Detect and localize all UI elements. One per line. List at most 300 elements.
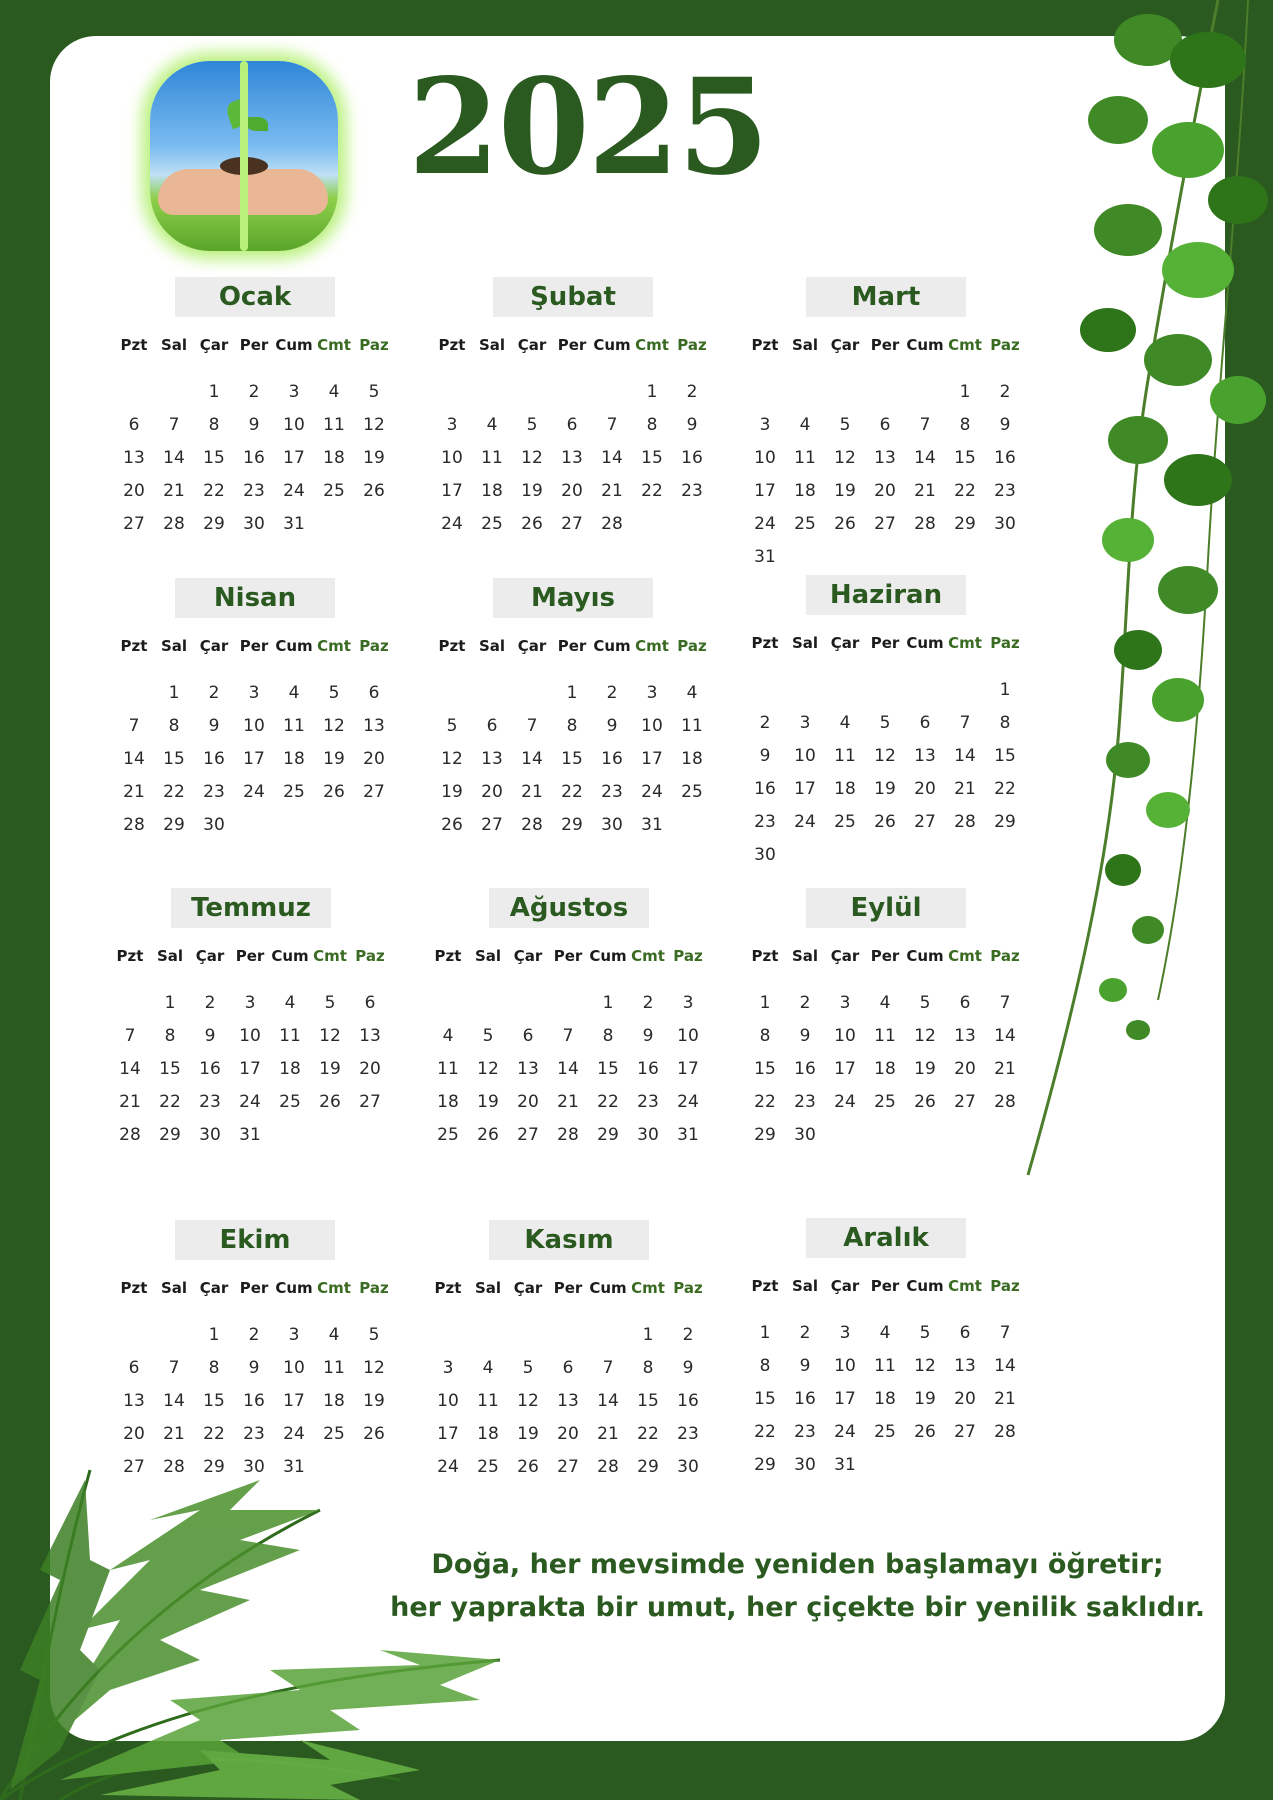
leaf-shape (246, 117, 268, 131)
day-cell: 21 (954, 779, 976, 799)
day-cell: 22 (637, 1424, 659, 1444)
day-grid (745, 677, 1027, 869)
day-cell: 11 (794, 448, 816, 468)
day-cell: 24 (794, 812, 816, 832)
day-cell: 20 (363, 749, 385, 769)
day-cell: 11 (874, 1026, 896, 1046)
day-cell: 8 (642, 1358, 654, 1378)
weekday-label: Paz (359, 336, 389, 354)
day-cell: 5 (522, 1358, 534, 1378)
day-spacer (512, 379, 552, 406)
day-cell: 26 (914, 1422, 936, 1442)
weekday-row (432, 331, 714, 359)
day-cell: 11 (323, 1358, 345, 1378)
day-cell: 16 (243, 1391, 265, 1411)
weekday-label: Per (870, 336, 900, 354)
weekday-label: Pzt (751, 336, 779, 354)
weekday-label: Cum (906, 336, 944, 354)
day-cell: 16 (677, 1391, 699, 1411)
weekday-row (110, 942, 392, 970)
day-cell: 4 (686, 683, 698, 703)
weekday-label: Per (557, 637, 587, 655)
day-cell: 1 (566, 683, 578, 703)
day-cell: 8 (208, 415, 220, 435)
day-cell: 12 (521, 448, 543, 468)
weekday-label: Sal (474, 947, 502, 965)
day-cell: 19 (914, 1389, 936, 1409)
weekday-label: Çar (517, 637, 547, 655)
day-cell: 23 (637, 1092, 659, 1112)
day-cell: 23 (681, 481, 703, 501)
weekday-label: Paz (990, 634, 1020, 652)
day-cell: 9 (642, 1026, 654, 1046)
day-cell: 26 (521, 514, 543, 534)
day-cell: 5 (368, 382, 380, 402)
day-spacer (508, 1322, 548, 1349)
month-block (110, 578, 400, 839)
day-cell: 13 (123, 448, 145, 468)
day-cell: 16 (243, 448, 265, 468)
day-cell: 20 (359, 1059, 381, 1079)
day-cell: 26 (319, 1092, 341, 1112)
day-cell: 10 (754, 448, 776, 468)
day-cell: 9 (999, 415, 1011, 435)
day-cell: 21 (601, 481, 623, 501)
day-cell: 13 (914, 746, 936, 766)
day-cell: 28 (163, 514, 185, 534)
day-cell: 13 (557, 1391, 579, 1411)
day-cell: 27 (363, 782, 385, 802)
day-cell: 5 (368, 1325, 380, 1345)
day-cell: 29 (637, 1457, 659, 1477)
day-cell: 14 (119, 1059, 141, 1079)
day-spacer (110, 990, 150, 1017)
day-cell: 29 (561, 815, 583, 835)
weekday-label: Çar (199, 1279, 229, 1297)
day-cell: 13 (561, 448, 583, 468)
weekday-label: Cmt (948, 634, 982, 652)
day-cell: 31 (754, 547, 776, 567)
day-cell: 28 (163, 1457, 185, 1477)
weekday-label: Pzt (120, 336, 148, 354)
weekday-label: Per (870, 947, 900, 965)
day-cell: 3 (446, 415, 458, 435)
day-cell: 22 (754, 1092, 776, 1112)
day-cell: 9 (799, 1356, 811, 1376)
day-cell: 3 (839, 1323, 851, 1343)
day-cell: 2 (208, 683, 220, 703)
day-cell: 29 (203, 514, 225, 534)
weekday-label: Sal (160, 1279, 188, 1297)
day-cell: 30 (243, 514, 265, 534)
day-cell: 2 (799, 1323, 811, 1343)
day-cell: 17 (283, 448, 305, 468)
month-block (424, 1220, 714, 1481)
day-cell: 23 (243, 481, 265, 501)
day-cell: 15 (159, 1059, 181, 1079)
weekday-label: Paz (990, 336, 1020, 354)
day-cell: 9 (799, 1026, 811, 1046)
weekday-label: Cmt (317, 336, 351, 354)
day-cell: 11 (437, 1059, 459, 1079)
weekday-label: Sal (156, 947, 184, 965)
day-cell: 27 (123, 1457, 145, 1477)
day-cell: 23 (994, 481, 1016, 501)
day-cell: 6 (368, 683, 380, 703)
day-spacer (548, 990, 588, 1017)
day-cell: 26 (477, 1125, 499, 1145)
day-cell: 28 (123, 815, 145, 835)
day-spacer (512, 680, 552, 707)
weekday-label: Pzt (751, 634, 779, 652)
weekday-label: Paz (673, 947, 703, 965)
day-cell: 8 (566, 716, 578, 736)
weekday-label: Cmt (948, 1277, 982, 1295)
day-cell: 7 (999, 1323, 1011, 1343)
day-cell: 20 (954, 1389, 976, 1409)
day-spacer (154, 379, 194, 406)
day-cell: 19 (441, 782, 463, 802)
weekday-label: Cum (589, 947, 627, 965)
weekday-label: Per (239, 637, 269, 655)
day-cell: 26 (834, 514, 856, 534)
day-cell: 13 (359, 1026, 381, 1046)
day-cell: 28 (119, 1125, 141, 1145)
day-cell: 19 (363, 448, 385, 468)
weekday-label: Cum (275, 1279, 313, 1297)
day-cell: 14 (521, 749, 543, 769)
day-cell: 24 (754, 514, 776, 534)
day-cell: 23 (601, 782, 623, 802)
day-cell: 23 (243, 1424, 265, 1444)
weekday-label: Cmt (317, 1279, 351, 1297)
day-cell: 31 (677, 1125, 699, 1145)
month-name: Nisan (175, 578, 335, 618)
day-cell: 23 (199, 1092, 221, 1112)
day-cell: 24 (441, 514, 463, 534)
day-cell: 24 (677, 1092, 699, 1112)
day-cell: 24 (283, 1424, 305, 1444)
weekday-label: Per (870, 634, 900, 652)
weekday-label: Pzt (434, 1279, 462, 1297)
weekday-label: Sal (478, 637, 506, 655)
day-cell: 7 (959, 713, 971, 733)
day-spacer (468, 990, 508, 1017)
day-cell: 9 (686, 415, 698, 435)
month-name: Mart (806, 277, 966, 317)
weekday-label: Çar (830, 1277, 860, 1295)
day-cell: 22 (641, 481, 663, 501)
day-cell: 6 (364, 993, 376, 1013)
day-cell: 29 (203, 1457, 225, 1477)
day-cell: 25 (283, 782, 305, 802)
day-cell: 16 (637, 1059, 659, 1079)
weekday-label: Per (557, 336, 587, 354)
day-cell: 10 (239, 1026, 261, 1046)
day-cell: 3 (248, 683, 260, 703)
day-cell: 3 (288, 382, 300, 402)
day-cell: 18 (874, 1389, 896, 1409)
day-cell: 15 (641, 448, 663, 468)
day-cell: 27 (954, 1422, 976, 1442)
weekday-label: Cmt (948, 947, 982, 965)
day-spacer (472, 379, 512, 406)
weekday-row (114, 632, 396, 660)
day-grid (428, 990, 710, 1149)
day-cell: 1 (642, 1325, 654, 1345)
weekday-label: Sal (791, 947, 819, 965)
day-cell: 21 (163, 481, 185, 501)
weekday-label: Paz (677, 336, 707, 354)
day-cell: 1 (959, 382, 971, 402)
day-cell: 4 (839, 713, 851, 733)
day-cell: 23 (794, 1422, 816, 1442)
weekday-label: Paz (359, 637, 389, 655)
day-cell: 19 (521, 481, 543, 501)
day-cell: 19 (874, 779, 896, 799)
day-grid (745, 990, 1027, 1149)
month-block (741, 888, 1031, 1149)
day-spacer (154, 1322, 194, 1349)
day-cell: 30 (203, 815, 225, 835)
day-cell: 8 (168, 716, 180, 736)
day-cell: 25 (477, 1457, 499, 1477)
weekday-label: Cmt (631, 1279, 665, 1297)
day-cell: 6 (919, 713, 931, 733)
weekday-label: Çar (513, 1279, 543, 1297)
day-cell: 10 (834, 1026, 856, 1046)
weekday-label: Çar (199, 637, 229, 655)
day-cell: 9 (248, 1358, 260, 1378)
day-cell: 15 (994, 746, 1016, 766)
day-cell: 3 (288, 1325, 300, 1345)
weekday-row (745, 1272, 1027, 1300)
day-cell: 26 (517, 1457, 539, 1477)
day-cell: 13 (363, 716, 385, 736)
day-cell: 30 (754, 845, 776, 865)
month-name: Temmuz (171, 888, 331, 928)
day-cell: 2 (204, 993, 216, 1013)
weekday-row (428, 942, 710, 970)
day-cell: 21 (597, 1424, 619, 1444)
day-cell: 2 (686, 382, 698, 402)
weekday-label: Sal (791, 634, 819, 652)
weekday-label: Paz (355, 947, 385, 965)
day-cell: 27 (123, 514, 145, 534)
weekday-label: Cmt (313, 947, 347, 965)
weekday-row (745, 942, 1027, 970)
day-cell: 23 (754, 812, 776, 832)
day-cell: 11 (279, 1026, 301, 1046)
weekday-label: Cum (593, 336, 631, 354)
month-name: Eylül (806, 888, 966, 928)
weekday-label: Çar (195, 947, 225, 965)
day-cell: 26 (914, 1092, 936, 1112)
day-cell: 7 (124, 1026, 136, 1046)
day-cell: 2 (759, 713, 771, 733)
day-spacer (825, 677, 865, 704)
day-cell: 27 (359, 1092, 381, 1112)
day-cell: 18 (794, 481, 816, 501)
day-cell: 7 (602, 1358, 614, 1378)
weekday-label: Sal (791, 1277, 819, 1295)
day-cell: 25 (481, 514, 503, 534)
day-cell: 25 (323, 1424, 345, 1444)
month-name: Aralık (806, 1218, 966, 1258)
day-cell: 1 (759, 993, 771, 1013)
day-cell: 20 (517, 1092, 539, 1112)
day-cell: 7 (526, 716, 538, 736)
day-cell: 1 (602, 993, 614, 1013)
ivy-vine-decoration (1018, 0, 1273, 1180)
day-cell: 14 (163, 448, 185, 468)
day-cell: 8 (759, 1356, 771, 1376)
day-cell: 5 (919, 1323, 931, 1343)
day-spacer (905, 379, 945, 406)
day-cell: 12 (914, 1356, 936, 1376)
month-name: Ekim (175, 1220, 335, 1260)
day-cell: 21 (914, 481, 936, 501)
day-cell: 12 (874, 746, 896, 766)
weekday-label: Sal (791, 336, 819, 354)
day-cell: 5 (839, 415, 851, 435)
day-cell: 16 (754, 779, 776, 799)
day-cell: 29 (754, 1455, 776, 1475)
day-cell: 7 (168, 1358, 180, 1378)
month-block (428, 277, 718, 538)
day-cell: 5 (328, 683, 340, 703)
day-cell: 22 (159, 1092, 181, 1112)
day-cell: 17 (677, 1059, 699, 1079)
day-cell: 6 (959, 993, 971, 1013)
weekday-label: Cum (589, 1279, 627, 1297)
day-cell: 3 (799, 713, 811, 733)
weekday-label: Cum (906, 947, 944, 965)
day-cell: 21 (994, 1059, 1016, 1079)
day-cell: 24 (834, 1092, 856, 1112)
day-cell: 6 (879, 415, 891, 435)
weekday-label: Pzt (116, 947, 144, 965)
day-cell: 13 (517, 1059, 539, 1079)
day-cell: 12 (363, 415, 385, 435)
day-cell: 27 (557, 1457, 579, 1477)
day-cell: 27 (954, 1092, 976, 1112)
day-cell: 20 (123, 1424, 145, 1444)
month-block (741, 1218, 1031, 1479)
day-cell: 6 (522, 1026, 534, 1046)
photo-divider (240, 61, 248, 251)
day-cell: 25 (681, 782, 703, 802)
day-cell: 28 (994, 1092, 1016, 1112)
day-cell: 4 (482, 1358, 494, 1378)
day-spacer (592, 379, 632, 406)
day-cell: 30 (637, 1125, 659, 1145)
day-cell: 10 (794, 746, 816, 766)
day-cell: 20 (874, 481, 896, 501)
day-cell: 3 (839, 993, 851, 1013)
day-cell: 25 (279, 1092, 301, 1112)
day-cell: 2 (682, 1325, 694, 1345)
day-cell: 1 (208, 1325, 220, 1345)
day-cell: 25 (834, 812, 856, 832)
day-cell: 5 (482, 1026, 494, 1046)
day-cell: 6 (959, 1323, 971, 1343)
day-cell: 8 (208, 1358, 220, 1378)
day-cell: 3 (759, 415, 771, 435)
day-cell: 12 (323, 716, 345, 736)
day-cell: 14 (954, 746, 976, 766)
palm-leaves-decoration (0, 1450, 520, 1800)
weekday-label: Cmt (948, 336, 982, 354)
day-cell: 30 (794, 1455, 816, 1475)
day-cell: 12 (834, 448, 856, 468)
day-cell: 27 (914, 812, 936, 832)
day-cell: 9 (208, 716, 220, 736)
weekday-label: Per (553, 1279, 583, 1297)
day-cell: 5 (324, 993, 336, 1013)
day-spacer (785, 677, 825, 704)
weekday-label: Pzt (751, 1277, 779, 1295)
day-cell: 13 (874, 448, 896, 468)
day-grid (114, 379, 396, 538)
day-cell: 20 (914, 779, 936, 799)
day-cell: 18 (834, 779, 856, 799)
day-cell: 10 (677, 1026, 699, 1046)
day-cell: 30 (243, 1457, 265, 1477)
day-cell: 14 (994, 1356, 1016, 1376)
day-spacer (552, 379, 592, 406)
day-cell: 7 (128, 716, 140, 736)
day-cell: 26 (323, 782, 345, 802)
day-cell: 19 (914, 1059, 936, 1079)
day-cell: 28 (601, 514, 623, 534)
day-cell: 26 (874, 812, 896, 832)
year-title: 2025 (408, 50, 768, 205)
weekday-label: Cum (906, 634, 944, 652)
month-block (110, 1220, 400, 1481)
day-cell: 26 (363, 481, 385, 501)
day-cell: 22 (561, 782, 583, 802)
day-cell: 30 (794, 1125, 816, 1145)
day-cell: 20 (954, 1059, 976, 1079)
day-cell: 7 (168, 415, 180, 435)
month-block (424, 888, 714, 1149)
day-cell: 7 (606, 415, 618, 435)
month-block (428, 578, 718, 839)
day-cell: 29 (954, 514, 976, 534)
day-grid (745, 1320, 1027, 1479)
weekday-label: Pzt (120, 1279, 148, 1297)
day-cell: 2 (248, 1325, 260, 1345)
day-cell: 14 (914, 448, 936, 468)
day-cell: 1 (164, 993, 176, 1013)
day-cell: 13 (954, 1026, 976, 1046)
day-cell: 11 (477, 1391, 499, 1411)
day-cell: 22 (203, 1424, 225, 1444)
day-cell: 21 (123, 782, 145, 802)
day-cell: 31 (834, 1455, 856, 1475)
day-cell: 8 (164, 1026, 176, 1046)
day-cell: 28 (597, 1457, 619, 1477)
day-cell: 7 (562, 1026, 574, 1046)
day-cell: 7 (999, 993, 1011, 1013)
day-cell: 15 (754, 1059, 776, 1079)
day-cell: 30 (199, 1125, 221, 1145)
day-cell: 22 (163, 782, 185, 802)
day-cell: 6 (566, 415, 578, 435)
day-cell: 22 (597, 1092, 619, 1112)
weekday-label: Cmt (635, 637, 669, 655)
